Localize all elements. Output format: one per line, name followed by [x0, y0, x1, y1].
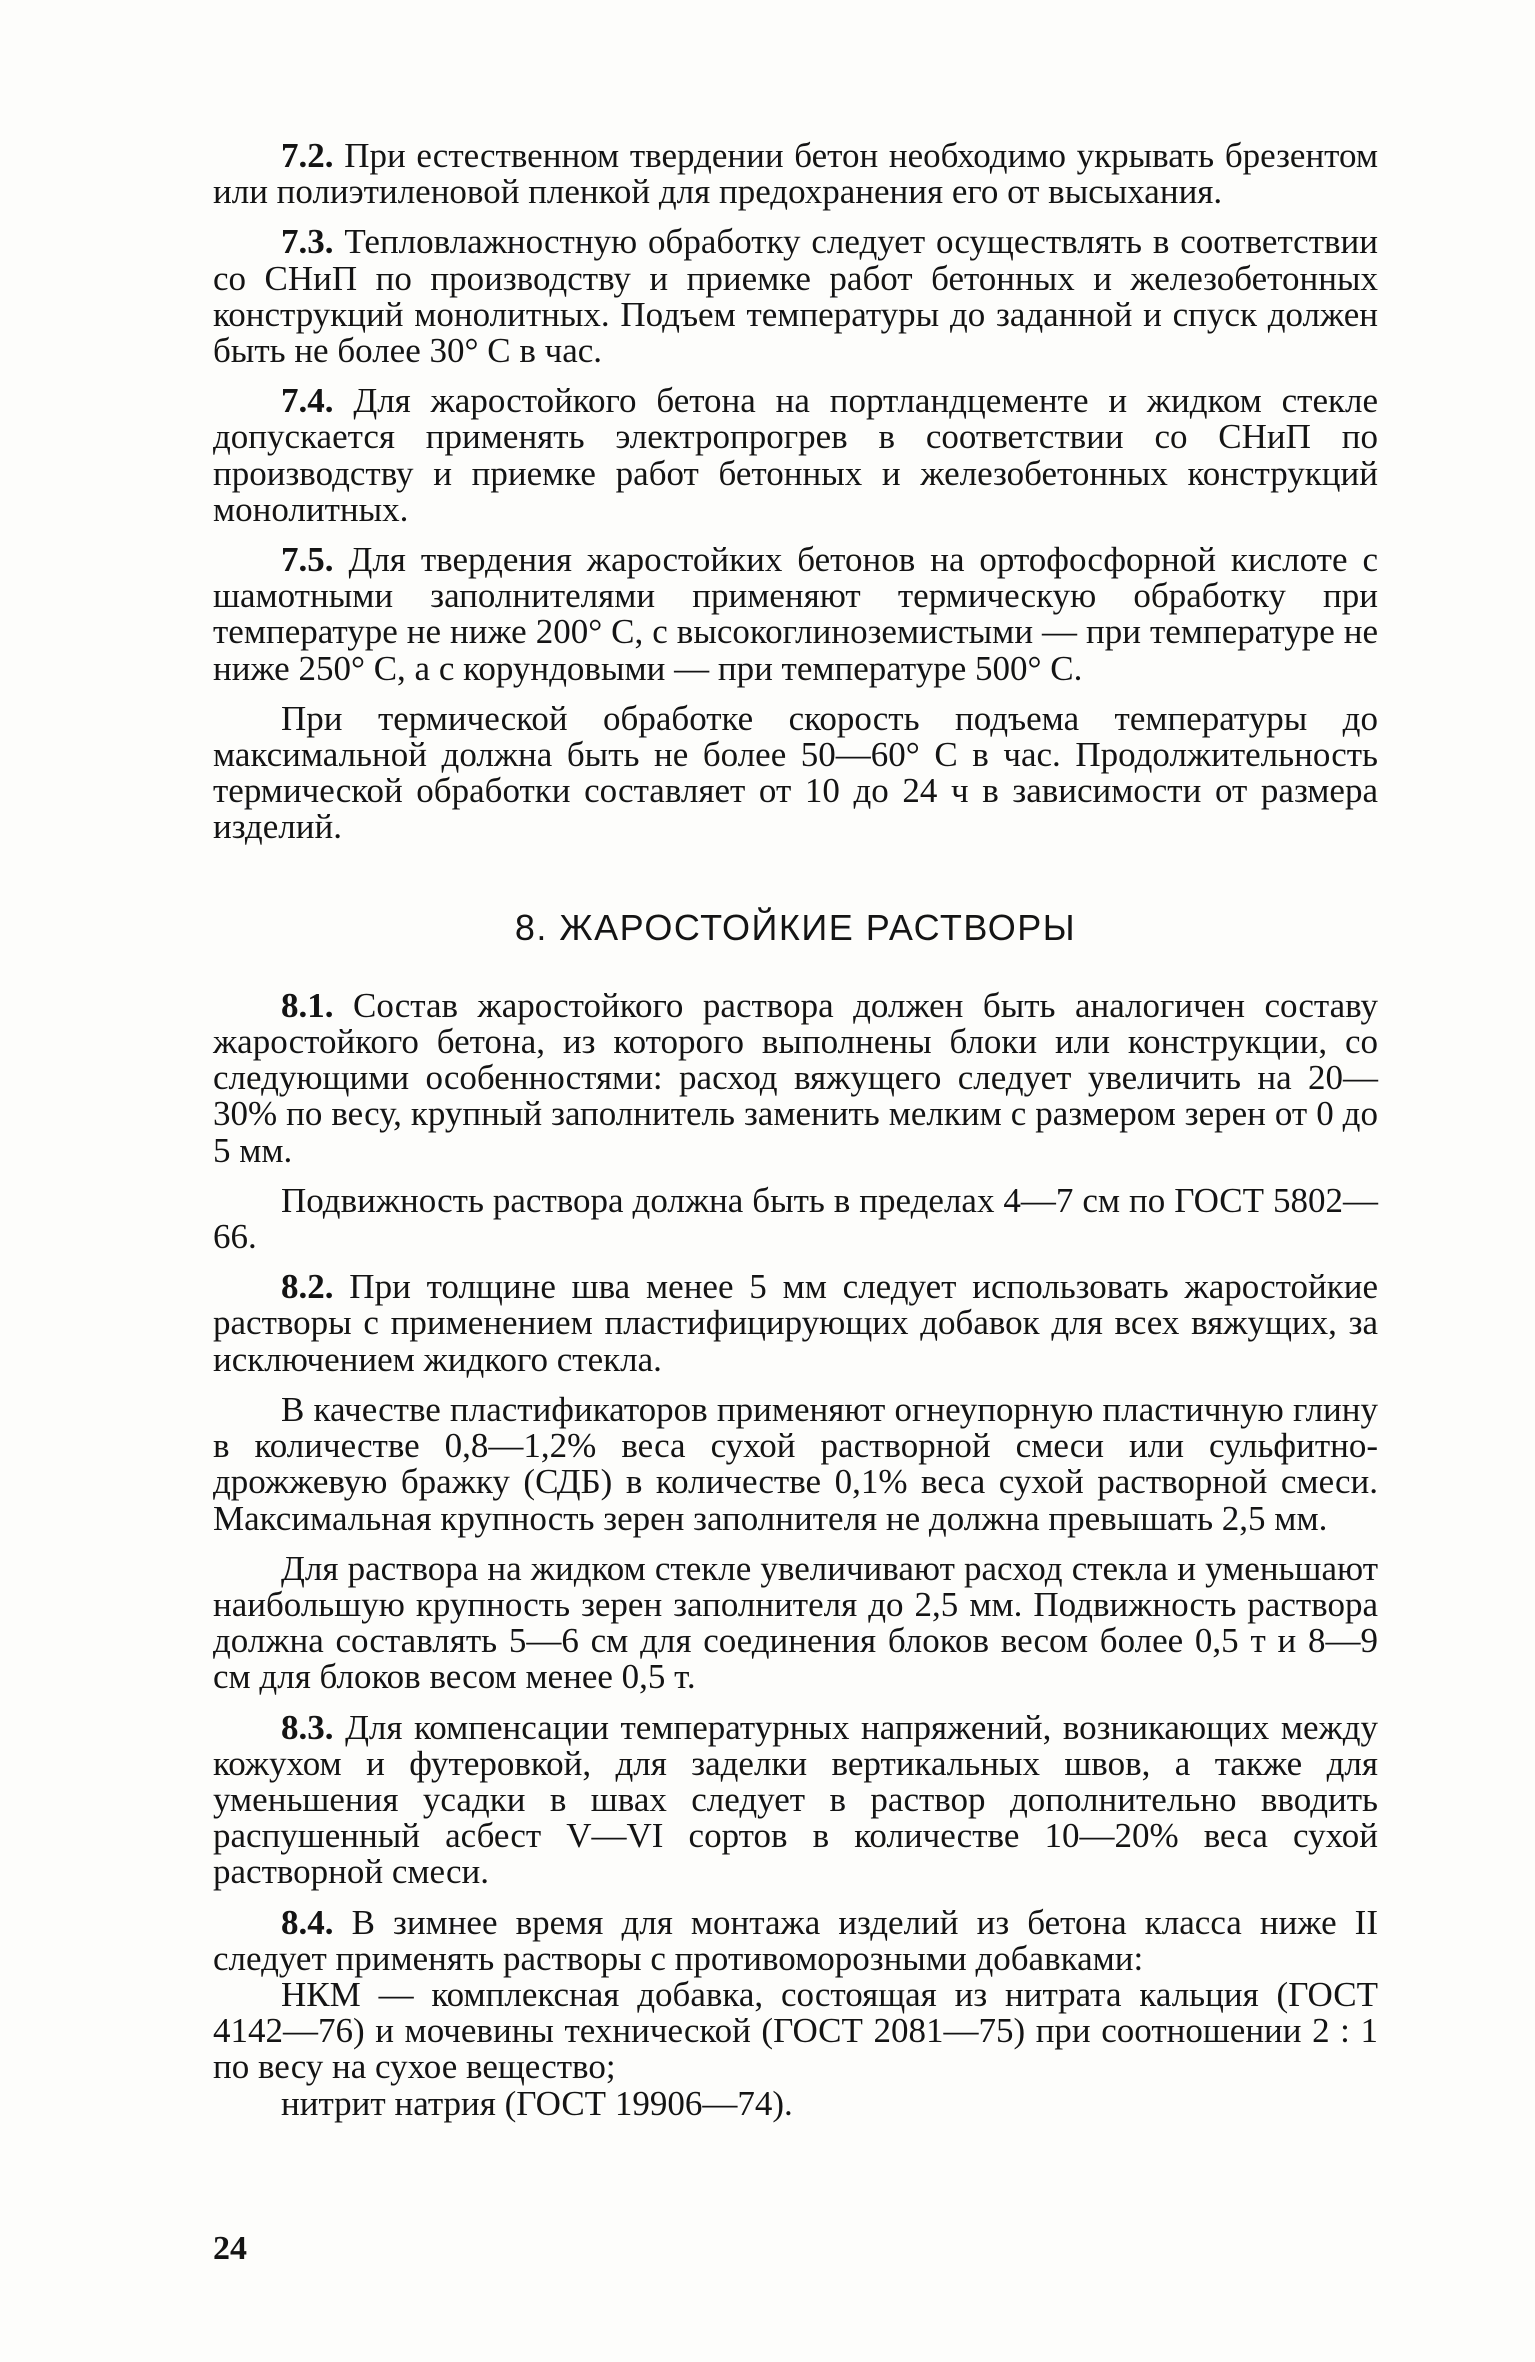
clause-text: При толщине шва менее 5 мм следует использовать жаростойкие растворы с применением пластифицирующих добавок для всех вяжущих, за исключением жидкого стекла. [213, 1267, 1378, 1379]
clause-number: 8.1. [281, 985, 334, 1025]
clause-number: 8.4. [281, 1902, 334, 1942]
paragraph-7-3 [213, 224, 1378, 369]
clause-number: 7.5. [281, 540, 334, 580]
clause-number: 8.3. [281, 1707, 334, 1747]
clause-text: Для компенсации температурных напряжений, возникающих между кожухом и футеровкой, для заделки вертикальных швов, а также для уменьшения усадки в швах следует в раствор дополнительно вводить распушенный асбест V—VI сортов в количестве 10—20% веса сухой растворной смеси. [213, 1707, 1379, 1892]
list-item-sodium-nitrite: нитрит натрия (ГОСТ 19906—74). [281, 2083, 793, 2123]
clause-number: 7.2. [281, 136, 334, 175]
clause-text: Для твердения жаростойких бетонов на ортофосфорной кислоте с шамотными заполнителями применяют термическую обработку при температуре не ниже 200° С, с высокоглиноземистыми — при температуре не ниже 250° С, а с корундовыми — при температуре 500° С. [213, 540, 1379, 688]
list-item-nkm: НКМ — комплексная добавка, состоящая из нитрата кальция (ГОСТ 4142—76) и мочевины технической (ГОСТ 2081—75) при соотношении 2 : 1 по весу на сухое вещество; [213, 1974, 1378, 2087]
paragraph-8-2 [213, 1269, 1378, 1378]
clause-text: Состав жаростойкого раствора должен быть аналогичен составу жаростойкого бетона, из которого выполнены блоки или конструкции, со следующими особенностями: расход вяжущего следует увеличить на 20—30% по весу, крупный заполнитель заменить мелким с размером зерен от 0 до 5 мм. [213, 985, 1378, 1170]
paragraph-8-2-plasticizers: В качестве пластификаторов применяют огнеупорную пластичную глину в количестве 0,8—1,2% веса сухой растворной смеси или сульфитно-дрожжевую бражку (СДБ) в количестве 0,1% веса сухой растворной смеси. Максимальная крупность зерен заполнителя не должна превышать 2,5 мм. [213, 1389, 1378, 1538]
clause-text: При естественном твердении бетон необходимо укрывать брезентом или полиэтиленовой пленкой для предохранения его от высыхания. [213, 136, 1378, 212]
page-number: 24 [213, 2230, 247, 2267]
clause-text: Тепловлажностную обработку следует осуществлять в соответствии со СНиП по производству и приемке работ бетонных и железобетонных конструкций монолитных. Подъем температуры до заданной и спуск должен быть не более 30° С в час. [213, 222, 1379, 371]
clause-text: Для жаростойкого бетона на портландцементе и жидком стекле допускается применять электропрогрев в соответствии со СНиП по производству и приемке работ бетонных и железобетонных конструкций монолитных. [213, 381, 1379, 529]
paragraph-7-4 [213, 383, 1378, 528]
paragraph-7-5-continued: При термической обработке скорость подъема температуры до максимальной должна быть не более 50—60° С в час. Продолжительность термической обработки составляет от 10 до 24 ч в зависимости от размера изделий. [213, 698, 1378, 847]
clause-number: 8.2. [281, 1267, 334, 1307]
paragraph-8-4 [213, 1902, 1378, 1978]
body-text [213, 138, 1378, 2122]
section-heading: 8. ЖАРОСТОЙКИЕ РАСТВОРЫ [514, 906, 1077, 948]
clause-text: В зимнее время для монтажа изделий из бетона класса ниже II следует применять растворы с противоморозными добавками: [213, 1902, 1378, 1978]
paragraph-8-1-continued: Подвижность раствора должна быть в пределах 4—7 см по ГОСТ 5802—66. [213, 1180, 1378, 1257]
paragraph-7-5 [213, 542, 1378, 687]
clause-number: 7.3. [281, 222, 334, 262]
paragraph-7-2 [213, 138, 1378, 210]
paragraph-8-2-liquid-glass: Для раствора на жидком стекле увеличивают расход стекла и уменьшают наибольшую крупность зерен заполнителя до 2,5 мм. Подвижность раствора должна составлять 5—6 см для соединения блоков весом более 0,5 т и 8—9 см для блоков весом менее 0,5 т. [213, 1548, 1378, 1697]
paragraph-8-3 [213, 1707, 1379, 1892]
paragraph-8-1 [213, 985, 1378, 1170]
clause-number: 7.4. [281, 381, 334, 421]
